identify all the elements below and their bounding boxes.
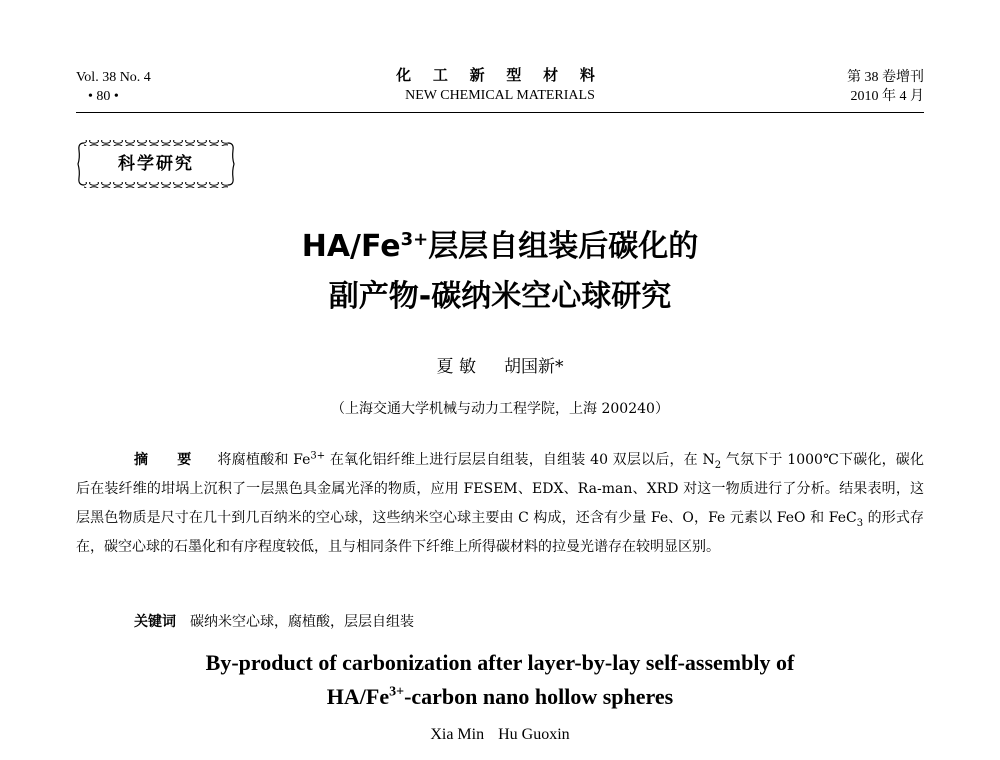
author-1: 夏 敏 (436, 357, 476, 377)
header-left (76, 68, 151, 106)
english-title-prefix: HA/Fe (326, 684, 390, 709)
english-title (0, 646, 1000, 714)
page-number: • 80 • (88, 89, 119, 104)
keywords (134, 611, 414, 631)
english-authors (0, 726, 1000, 744)
keywords-text: 碳纳米空心球，腐植酸，层层自组装 (190, 614, 414, 630)
title-suffix: 层层自组装后碳化的 (428, 229, 699, 264)
journal-name (340, 66, 660, 106)
paper-title (0, 222, 1000, 322)
affiliation: （上海交通大学机械与动力工程学院，上海 200240） (331, 401, 669, 417)
abstract-sup: 3+ (310, 450, 326, 462)
english-title-suffix: -carbon nano hollow spheres (404, 684, 674, 709)
header-right (847, 68, 924, 106)
english-author-1: Xia Min (430, 726, 485, 743)
english-title-line-1: By-product of carbonization after layer-by-lay self-assembly of (205, 650, 795, 675)
english-title-line-2 (0, 680, 1000, 714)
title-superscript: 3+ (400, 229, 429, 250)
journal-name-en: NEW CHEMICAL MATERIALS (405, 88, 595, 103)
abstract-text-1: 将腐植酸和 Fe (217, 452, 311, 468)
author-list (0, 352, 1000, 377)
section-label: 科学研究 (118, 154, 194, 174)
section-badge (76, 138, 236, 190)
title-prefix: HA/Fe (301, 229, 401, 264)
abstract-sub-1: 2 (714, 459, 722, 471)
publication-date: 2010 年 4 月 (850, 89, 924, 104)
english-title-superscript: 3+ (389, 684, 405, 700)
english-author-2: Hu Guoxin (498, 726, 570, 743)
title-line-1 (0, 222, 1000, 272)
abstract-text-4: 的形式存在，碳空心球的石墨化和有序程度较低，且与相同条件下纤维上所得碳材料的拉曼光谱存在较明显区别。 (76, 510, 924, 555)
journal-name-cn: 化 工 新 型 材 料 (396, 68, 604, 84)
volume-number: Vol. 38 No. 4 (76, 70, 151, 85)
abstract-text-3: 气氛下于 1000℃下碳化，碳化后在装纤维的坩埚上沉积了一层黑色具金属光泽的物质，应用 FESEM、EDX、Ra-man、XRD 对这一物质进行了分析。结果表明，这层黑色物质是尺寸在几十到几百纳米的空心球，这些纳米空心球主要由 C 构成，还含有少量 Fe、O，Fe 元素以 FeO 和 FeC (76, 452, 925, 526)
abstract-text-2: 在氧化铝纤维上进行层层自组装，自组装 40 双层以后，在 N (325, 452, 715, 468)
abstract (76, 446, 924, 562)
author-2: 胡国新* (503, 357, 564, 377)
issue-label: 第 38 卷增刊 (847, 70, 924, 85)
header-divider (76, 112, 924, 113)
keywords-label: 关键词 (134, 614, 176, 630)
abstract-sub-2: 3 (856, 517, 864, 529)
title-line-2: 副产物-碳纳米空心球研究 (328, 279, 672, 314)
abstract-label: 摘 要 (134, 452, 204, 468)
